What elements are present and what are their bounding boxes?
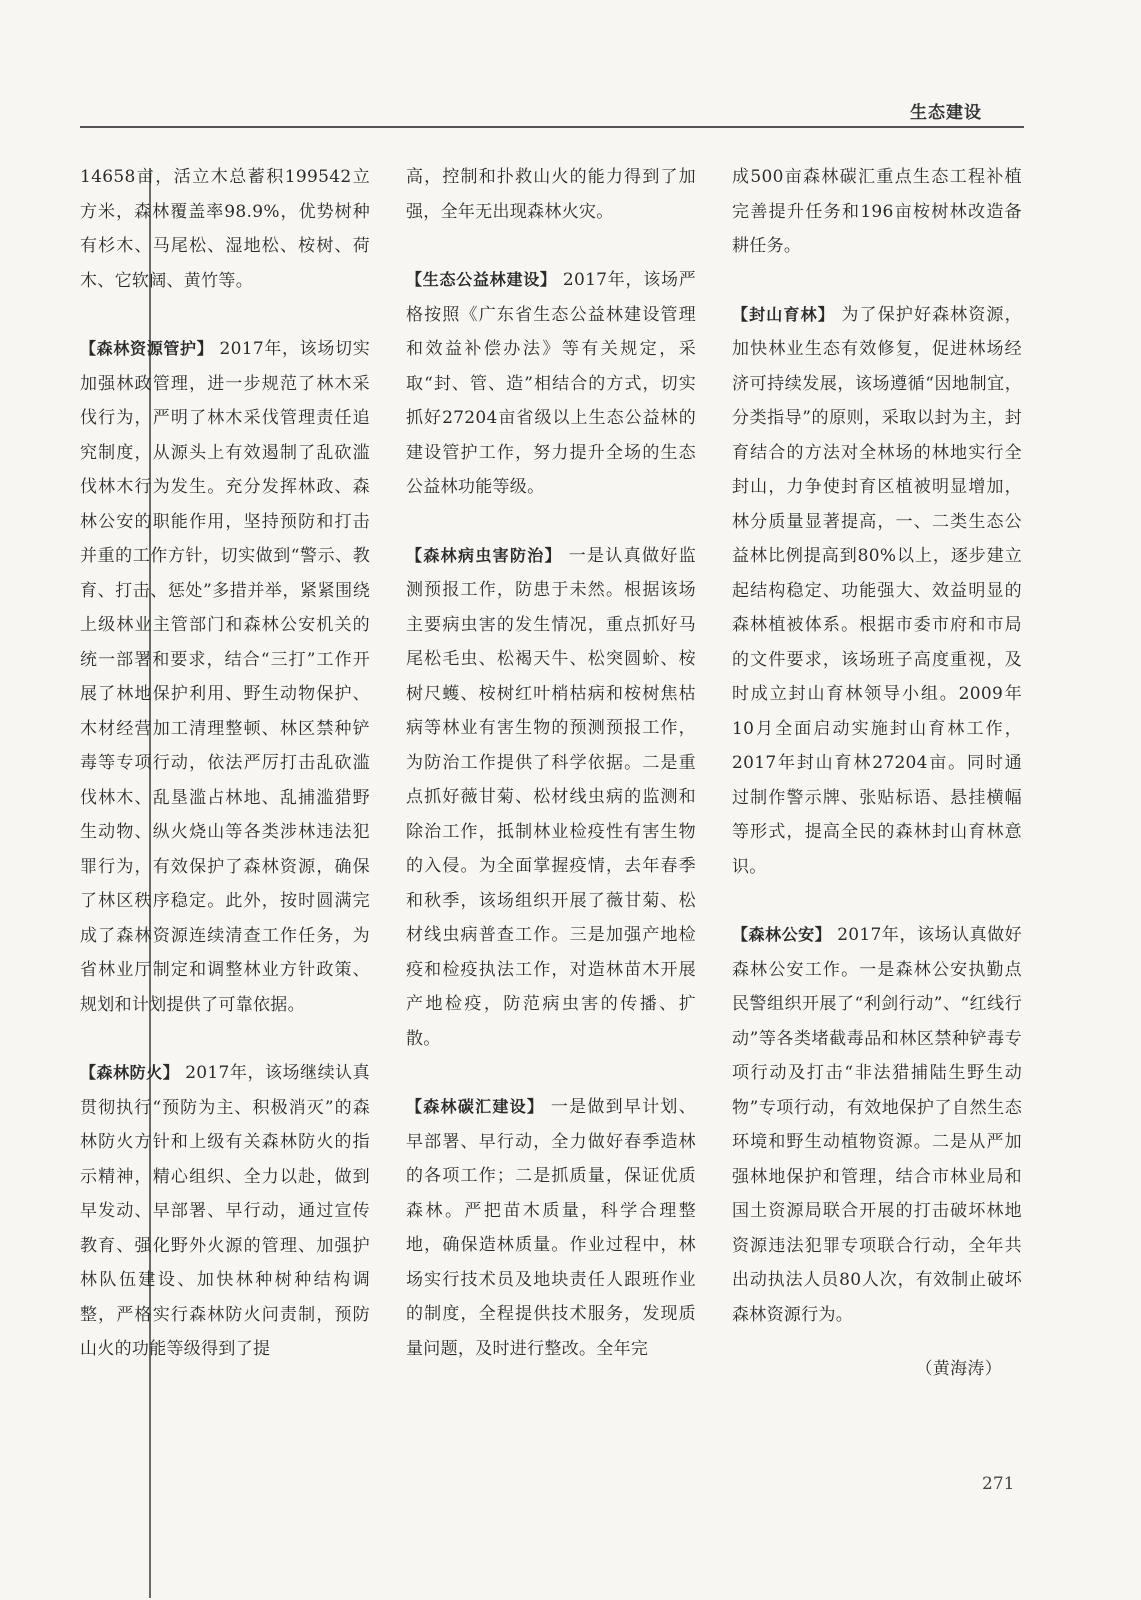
paragraph bbox=[406, 263, 696, 505]
paragraph bbox=[406, 539, 696, 1057]
section-heading: 【生态公益林建设】 bbox=[406, 270, 557, 289]
paragraph bbox=[80, 332, 370, 1022]
paragraph bbox=[80, 1056, 370, 1367]
paragraph bbox=[732, 160, 1022, 264]
section-heading: 【森林防火】 bbox=[80, 1063, 180, 1082]
paragraph bbox=[80, 160, 370, 298]
paragraph-text: 一是做到早计划、早部署、早行动，全力做好春季造林的各项工作；二是抓质量，保证优质森林。严把苗木质量，科学合理整地，确保造林质量。作业过程中，林场实行技术员及地块责任人跟班作业的制度，全程提供技术服务，发现质量问题，及时进行整改。全年完 bbox=[406, 1097, 697, 1359]
paragraph bbox=[406, 160, 696, 229]
header-rule bbox=[80, 126, 1024, 128]
section-heading: 【森林碳汇建设】 bbox=[406, 1097, 545, 1116]
column-3 bbox=[732, 160, 1022, 1387]
column-2 bbox=[406, 160, 696, 1400]
section-heading: 【森林公安】 bbox=[732, 925, 832, 944]
paragraph-text: 2017年，该场认真做好森林公安工作。一是森林公安执勤点民警组织开展了“利剑行动”、“红线行动”等各类堵截毒品和林区禁种铲毒专项行动及打击“非法猎捕陆生野生动物”专项行动，有效地保护了自然生态环境和野生动植物资源。二是从严加强林地保护和管理，结合市林业局和国土资源局联合开展的打击破坏林地资源违法犯罪专项联合行动，全年共出动执法人员80人次，有效制止破坏森林资源行为。 bbox=[732, 925, 1022, 1325]
paragraph-text: 14658亩，活立木总蓄积199542立方米，森林覆盖率98.9%，优势树种有杉木、马尾松、湿地松、桉树、荷木、它软阔、黄竹等。 bbox=[80, 167, 370, 291]
paragraph-text: 为了保护好森林资源，加快林业生态有效修复，促进林场经济可持续发展，该场遵循“因地制宜，分类指导”的原则，采取以封为主，封育结合的方法对全林场的林地实行全封山，力争使封育区植被明显增加，林分质量显著提高，一、二类生态公益林比例提高到80%以上，逐步建立起结构稳定、功能强大、效益明显的森林植被体系。根据市委市府和市局的文件要求，该场班子高度重视，及时成立封山育林领导小组。2009年10月全面启动实施封山育林工作，2017年封山育林27204亩。同时通过制作警示牌、张贴标语、悬挂横幅等形式，提高全民的森林封山育林意识。 bbox=[732, 304, 1022, 877]
paragraph-text: 成500亩森林碳汇重点生态工程补植完善提升任务和196亩桉树林改造备耕任务。 bbox=[732, 167, 1022, 256]
section-heading: 【森林资源管护】 bbox=[80, 339, 214, 358]
paragraph bbox=[406, 1090, 696, 1366]
section-title: 生态建设 bbox=[910, 103, 982, 123]
column-1 bbox=[80, 160, 370, 1401]
section-heading: 【封山育林】 bbox=[732, 304, 835, 324]
page-number: 271 bbox=[982, 1474, 1015, 1494]
paragraph bbox=[732, 298, 1022, 885]
author-credit: （黄海涛） bbox=[915, 1359, 1002, 1379]
paragraph-text: 一是认真做好监测预报工作，防患于未然。根据该场主要病虫害的发生情况，重点抓好马尾松毛虫、松褐天牛、松突圆蚧、桉树尺蠖、桉树红叶梢枯病和桉树焦枯病等林业有害生物的预测预报工作，为防治工作提供了科学依据。二是重点抓好薇甘菊、松材线虫病的监测和除治工作，抵制林业检疫性有害生物的入侵。为全面掌握疫情，去年春季和秋季，该场组织开展了薇甘菊、松材线虫病普查工作。三是加强产地检疫和检疫执法工作，对造林苗木开展产地检疫，防范病虫害的传播、扩散。 bbox=[406, 545, 696, 1049]
paragraph-text: 高，控制和扑救山火的能力得到了加强，全年无出现森林火灾。 bbox=[406, 167, 696, 222]
paragraph-text: 2017年，该场继续认真贯彻执行“预防为主、积极消灭”的森林防火方针和上级有关森林防火的指示精神，精心组织、全力以赴，做到早发动、早部署、早行动，通过宣传教育、强化野外火源的管理、加强护林队伍建设、加快林种树种结构调整，严格实行森林防火问责制，预防山火的功能等级得到了提 bbox=[80, 1063, 370, 1359]
paragraph bbox=[732, 918, 1022, 1332]
paragraph-text: 2017年，该场切实加强林政管理，进一步规范了林木采伐行为，严明了林木采伐管理责任追究制度，从源头上有效遏制了乱砍滥伐林木行为发生。充分发挥林政、森林公安的职能作用，坚持预防和打击并重的工作方针，切实做到“警示、教育、打击、惩处”多措并举，紧紧围绕上级林业主管部门和森林公安机关的统一部署和要求，结合“三打”工作开展了林地保护利用、野生动物保护、木材经营加工清理整顿、林区禁种铲毒等专项行动，依法严厉打击乱砍滥伐林木、乱垦滥占林地、乱捕滥猎野生动物、纵火烧山等各类涉林违法犯罪行为，有效保护了森林资源，确保了林区秩序稳定。此外，按时圆满完成了森林资源连续清查工作任务，为省林业厅制定和调整林业方针政策、规划和计划提供了可靠依据。 bbox=[80, 339, 370, 1015]
section-heading: 【森林病虫害防治】 bbox=[406, 545, 562, 565]
paragraph-text: 2017年，该场严格按照《广东省生态公益林建设管理和效益补偿办法》等有关规定，采取“封、管、造”相结合的方式，切实抓好27204亩省级以上生态公益林的建设管护工作，努力提升全场的生态公益林功能等级。 bbox=[406, 270, 697, 497]
